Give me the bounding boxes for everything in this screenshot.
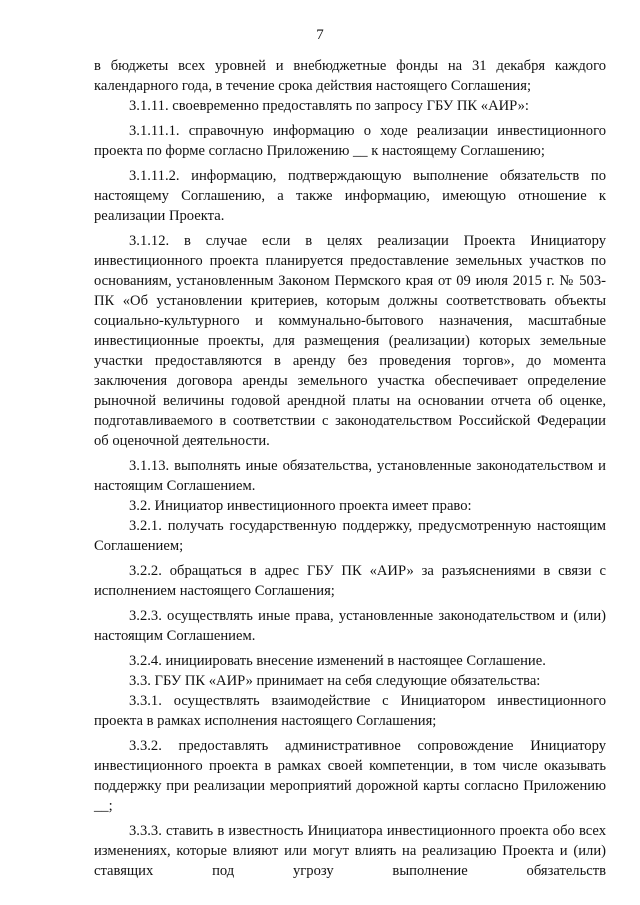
paragraph-3-2-1: 3.2.1. получать государственную поддержку, предусмотренную настоящим Соглашением;: [94, 518, 606, 554]
paragraph-3-2: 3.2. Инициатор инвестиционного проекта имеет право:: [129, 498, 472, 514]
document-body: [94, 56, 606, 881]
paragraph-3-1-13: 3.1.13. выполнять иные обязательства, установленные законодательством и настоящим Соглашением.: [94, 458, 606, 494]
paragraph-3-3: 3.3. ГБУ ПК «АИР» принимает на себя следующие обязательства:: [129, 673, 541, 689]
paragraph-3-1-11: 3.1.11. своевременно предоставлять по запросу ГБУ ПК «АИР»:: [129, 98, 529, 114]
paragraph-3-2-3: 3.2.3. осуществлять иные права, установленные законодательством и (или) настоящим Соглашением.: [94, 608, 606, 644]
paragraph-3-3-1: 3.3.1. осуществлять взаимодействие с Инициатором инвестиционного проекта в рамках исполнения настоящего Соглашения;: [94, 693, 606, 729]
paragraph-3-3-3: 3.3.3. ставить в известность Инициатора инвестиционного проекта обо всех изменениях, которые влияют или могут влиять на реализацию Проекта и (или) ставящих под угрозу выполнение обязательств: [94, 823, 606, 879]
page-number: 7: [316, 27, 324, 43]
paragraph-budget-continuation: в бюджеты всех уровней и внебюджетные фонды на 31 декабря каждого календарного года, в течение срока действия настоящего Соглашения;: [94, 58, 606, 94]
paragraph-3-2-2: 3.2.2. обращаться в адрес ГБУ ПК «АИР» за разъяснениями в связи с исполнением настоящего Соглашения;: [94, 563, 606, 599]
paragraph-3-1-11-1: 3.1.11.1. справочную информацию о ходе реализации инвестиционного проекта по форме согласно Приложению __ к настоящему Соглашению;: [94, 123, 606, 159]
paragraph-3-3-2: 3.3.2. предоставлять административное сопровождение Инициатору инвестиционного проекта в рамках своей компетенции, в том числе оказывать поддержку при реализации мероприятий дорожной карты согласно Приложению __;: [94, 738, 606, 814]
paragraph-3-2-4: 3.2.4. инициировать внесение изменений в настоящее Соглашение.: [129, 653, 546, 669]
paragraph-3-1-11-2: 3.1.11.2. информацию, подтверждающую выполнение обязательств по настоящему Соглашению, а также информацию, имеющую отношение к реализации Проекта.: [94, 168, 606, 224]
paragraph-3-1-12: 3.1.12. в случае если в целях реализации Проекта Инициатору инвестиционного проекта планируется предоставление земельных участков по основаниям, установленным Законом Пермского края от 09 июля 2015 г. № 503-ПК «Об установлении критериев, которым должны соответствовать объекты социально-культурного и коммунально-бытового назначения, масштабные инвестиционные проекты, для размещения (реализации) которых земельные участки предоставляются в аренду без проведения торгов», до момента заключения договора аренды земельного участка обеспечивает определение рыночной величины годовой арендной платы на основании отчета об оценке, подготавливаемого в соответствии с законодательством Российской Федерации об оценочной деятельности.: [94, 233, 606, 449]
